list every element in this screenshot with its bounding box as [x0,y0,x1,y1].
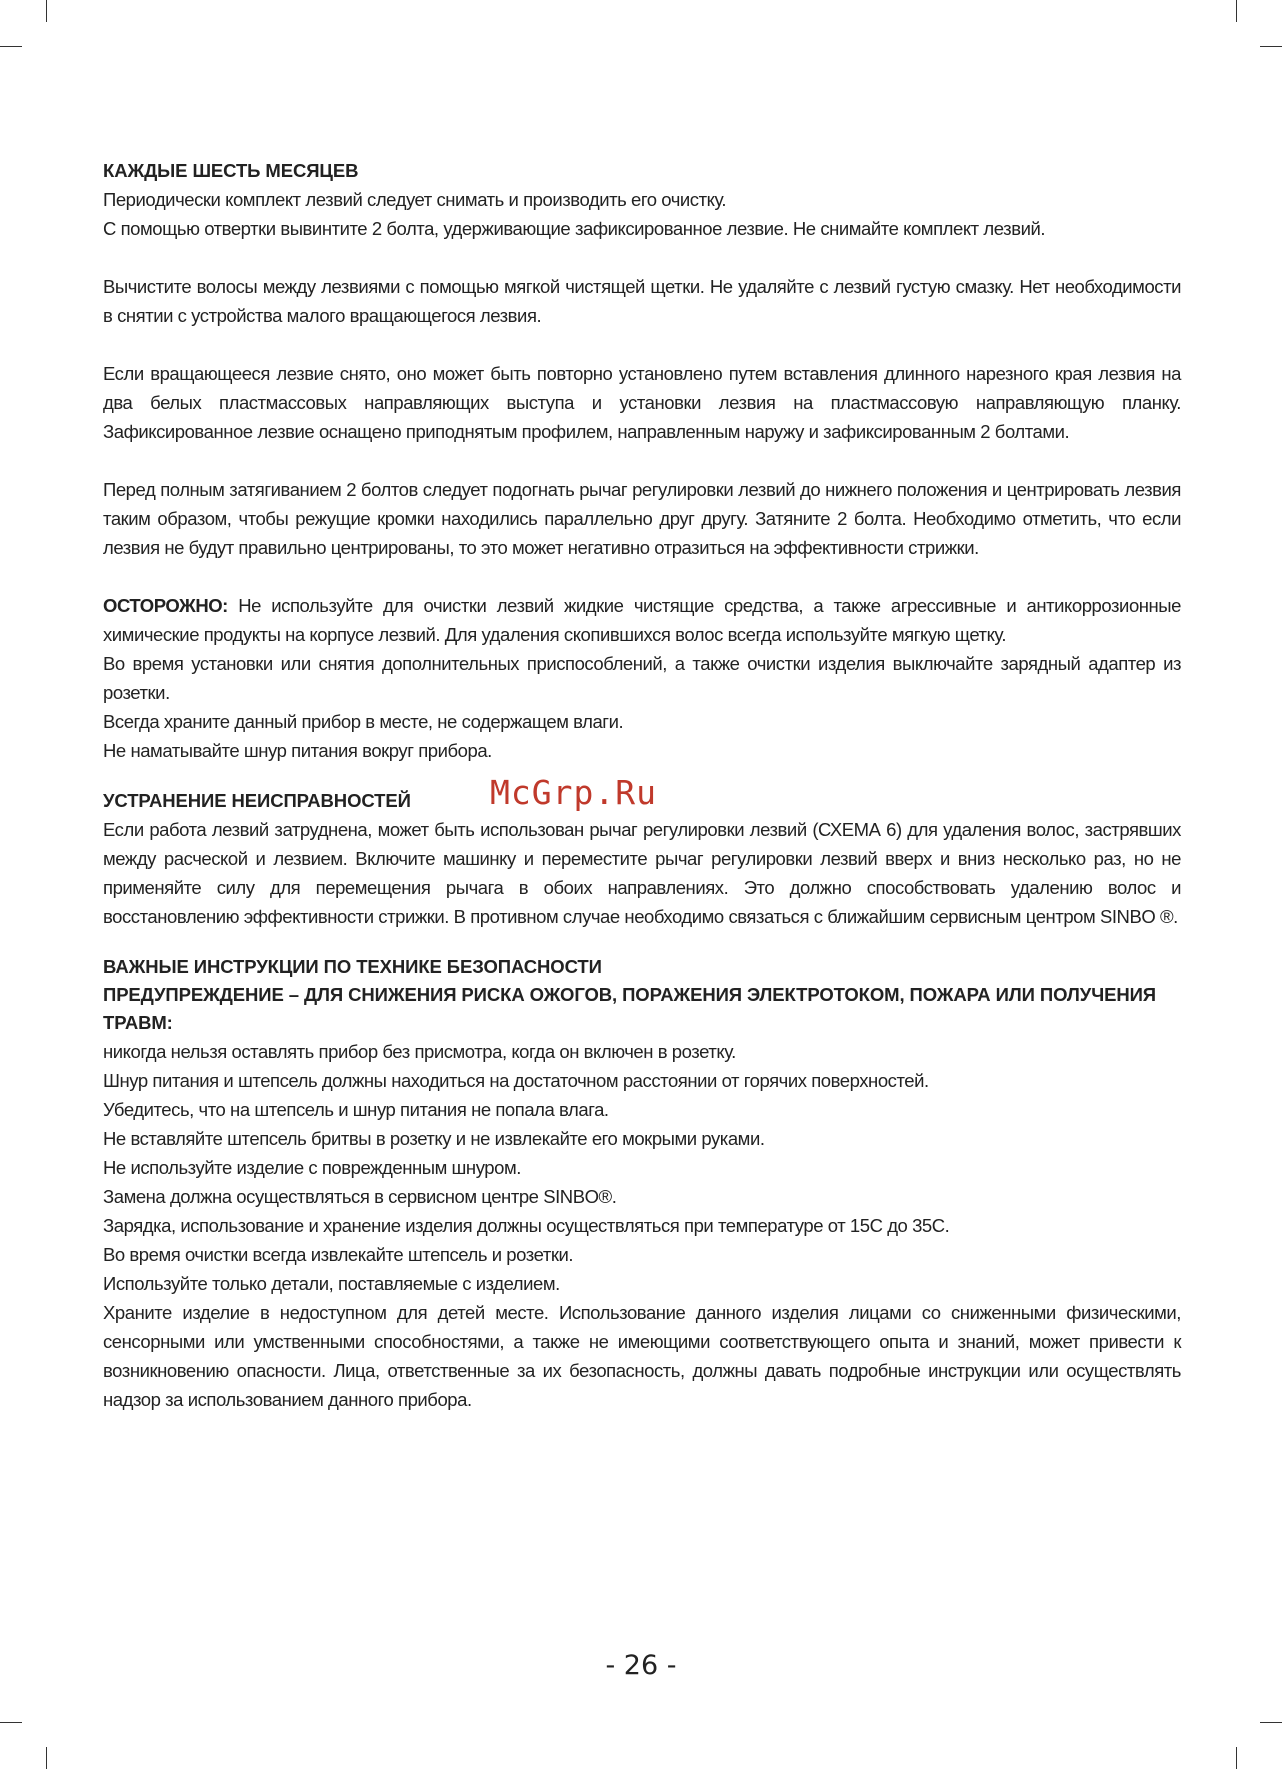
crop-mark [1236,1747,1237,1769]
crop-mark [46,1747,47,1769]
troubleshooting-heading-row [103,773,1181,815]
warning-heading: ПРЕДУПРЕЖДЕНИЕ – ДЛЯ СНИЖЕНИЯ РИСКА ОЖОГОВ, ПОРАЖЕНИЯ ЭЛЕКТРОТОКОМ, ПОЖАРА ИЛИ ПОЛУЧЕНИЯ ТРАВМ: [103,984,1156,1033]
safety-item: Не используйте изделие с поврежденным шнуром. [103,1157,521,1178]
watermark: McGrp.Ru [490,773,657,812]
crop-mark [1260,46,1282,47]
section-heading-six-months: КАЖДЫЕ ШЕСТЬ МЕСЯЦЕВ [103,160,359,181]
crop-mark [46,0,47,22]
paragraph: С помощью отвертки вывинтите 2 болта, удерживающие зафиксированное лезвие. Не снимайте комплект лезвий. [103,218,1046,239]
paragraph: Если работа лезвий затруднена, может быть использован рычаг регулировки лезвий (СХЕМА 6) для удаления волос, застрявших между расческой и лезвием. Включите машинку и переместите рычаг регулировки лезвий вверх и вниз несколько раз, но не применяйте силу для перемещения рычага в обоих направлениях. Это должно способствовать удалению волос и восстановлению эффективности стрижки. В противном случае необходимо связаться с ближайшим сервисным центром SINBO ®. [103,819,1181,927]
paragraph: Если вращающееся лезвие снято, оно может быть повторно установлено путем вставления длинного нарезного края лезвия на два белых пластмассовых направляющих выступа и установки лезвия на пластмассовую направляющую планку. Зафиксированное лезвие оснащено приподнятым профилем, направленным наружу и зафиксированным 2 болтами. [103,363,1181,442]
caution-paragraph [103,591,1181,649]
paragraph: Перед полным затягиванием 2 болтов следует подогнать рычаг регулировки лезвий до нижнего положения и центрировать лезвия таким образом, чтобы режущие кромки находились параллельно друг другу. Затяните 2 болта. Необходимо отметить, что если лезвия не будут правильно центрированы, то это может негативно отразиться на эффективности стрижки. [103,479,1181,558]
safety-item: Убедитесь, что на штепсель и шнур питания не попала влага. [103,1099,609,1120]
safety-item: Шнур питания и штепсель должны находиться на достаточном расстоянии от горячих поверхностей. [103,1070,929,1091]
paragraph: Во время установки или снятия дополнительных приспособлений, а также очистки изделия выключайте зарядный адаптер из розетки. [103,653,1181,703]
page-number: - 26 - [605,1650,677,1681]
section-heading-safety: ВАЖНЫЕ ИНСТРУКЦИИ ПО ТЕХНИКЕ БЕЗОПАСНОСТИ [103,956,602,977]
page-content [103,157,1181,1414]
paragraph: Периодически комплект лезвий следует снимать и производить его очистку. [103,189,727,210]
safety-item: Не вставляйте штепсель бритвы в розетку и не извлекайте его мокрыми руками. [103,1128,765,1149]
safety-item: Во время очистки всегда извлекайте штепсель и розетки. [103,1244,574,1265]
safety-item: Зарядка, использование и хранение изделия должны осуществляться при температуре от 15С до 35С. [103,1215,950,1236]
paragraph: Не наматывайте шнур питания вокруг прибора. [103,740,492,761]
crop-mark [0,46,22,47]
crop-mark [1236,0,1237,22]
paragraph: Всегда храните данный прибор в месте, не содержащем влаги. [103,711,624,732]
safety-item: Используйте только детали, поставляемые с изделием. [103,1273,560,1294]
section-heading-troubleshooting: УСТРАНЕНИЕ НЕИСПРАВНОСТЕЙ [103,790,411,811]
safety-item: Храните изделие в недоступном для детей месте. Использование данного изделия лицами со сниженными физическими, сенсорными или умственными способностями, а также не имеющими соответствующего опыта и знаний, может привести к возникновению опасности. Лица, ответственные за их безопасность, должны давать подробные инструкции или осуществлять надзор за использованием данного прибора. [103,1302,1181,1410]
crop-mark [1260,1722,1282,1723]
caution-text: Не используйте для очистки лезвий жидкие чистящие средства, а также агрессивные и антикоррозионные химические продукты на корпусе лезвий. Для удаления скопившихся волос всегда используйте мягкую щетку. [103,595,1181,645]
paragraph: Вычистите волосы между лезвиями с помощью мягкой чистящей щетки. Не удаляйте с лезвий густую смазку. Нет необходимости в снятии с устройства малого вращающегося лезвия. [103,276,1181,326]
crop-mark [0,1722,22,1723]
caution-label: ОСТОРОЖНО: [103,595,228,616]
safety-item: никогда нельзя оставлять прибор без присмотра, когда он включен в розетку. [103,1041,736,1062]
safety-item: Замена должна осуществляться в сервисном центре SINBO®. [103,1186,617,1207]
